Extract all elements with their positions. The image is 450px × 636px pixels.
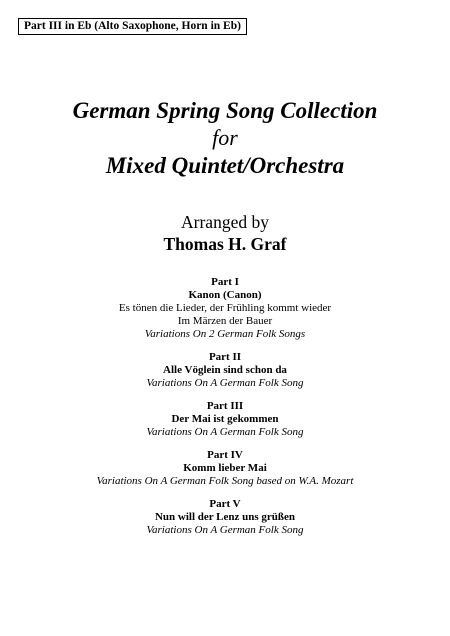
title-block: [0, 96, 450, 180]
song-subtitle: Es tönen die Lieder, der Frühling kommt wieder: [118, 302, 332, 314]
part-label: Part III: [206, 400, 244, 412]
song-title: Kanon (Canon): [188, 289, 262, 301]
song-title: Der Mai ist gekommen: [171, 413, 279, 425]
song-title: Komm lieber Mai: [183, 462, 267, 474]
arranger-block: [0, 212, 450, 255]
variation-description: Variations On A German Folk Song based on W.A. Mozart: [96, 475, 354, 487]
arranger-name: Thomas H. Graf: [163, 234, 287, 254]
parts-list: [0, 276, 450, 547]
collection-title: German Spring Song Collection: [72, 98, 378, 123]
part-entry: [0, 449, 450, 488]
song-title: Nun will der Lenz uns grüßen: [154, 511, 296, 523]
variation-description: Variations On A German Folk Song: [146, 377, 304, 389]
part-label: Part V: [209, 498, 241, 510]
part-label: Part II: [208, 351, 242, 363]
part-entry: [0, 351, 450, 390]
song-subtitle: Im Märzen der Bauer: [177, 315, 273, 327]
part-label: Part I: [211, 276, 239, 288]
part-entry: [0, 276, 450, 341]
part-label: Part IV: [207, 449, 243, 461]
variation-description: Variations On A German Folk Song: [146, 524, 304, 536]
variation-description: Variations On 2 German Folk Songs: [144, 328, 306, 340]
part-entry: [0, 400, 450, 439]
variation-description: Variations On A German Folk Song: [146, 426, 304, 438]
ensemble-title: Mixed Quintet/Orchestra: [105, 153, 345, 178]
title-for: for: [212, 125, 238, 150]
instrument-part-label: Part III in Eb (Alto Saxophone, Horn in Eb): [18, 18, 247, 35]
song-title: Alle Vöglein sind schon da: [163, 364, 287, 376]
part-entry: [0, 498, 450, 537]
arranged-by-label: Arranged by: [181, 212, 269, 232]
